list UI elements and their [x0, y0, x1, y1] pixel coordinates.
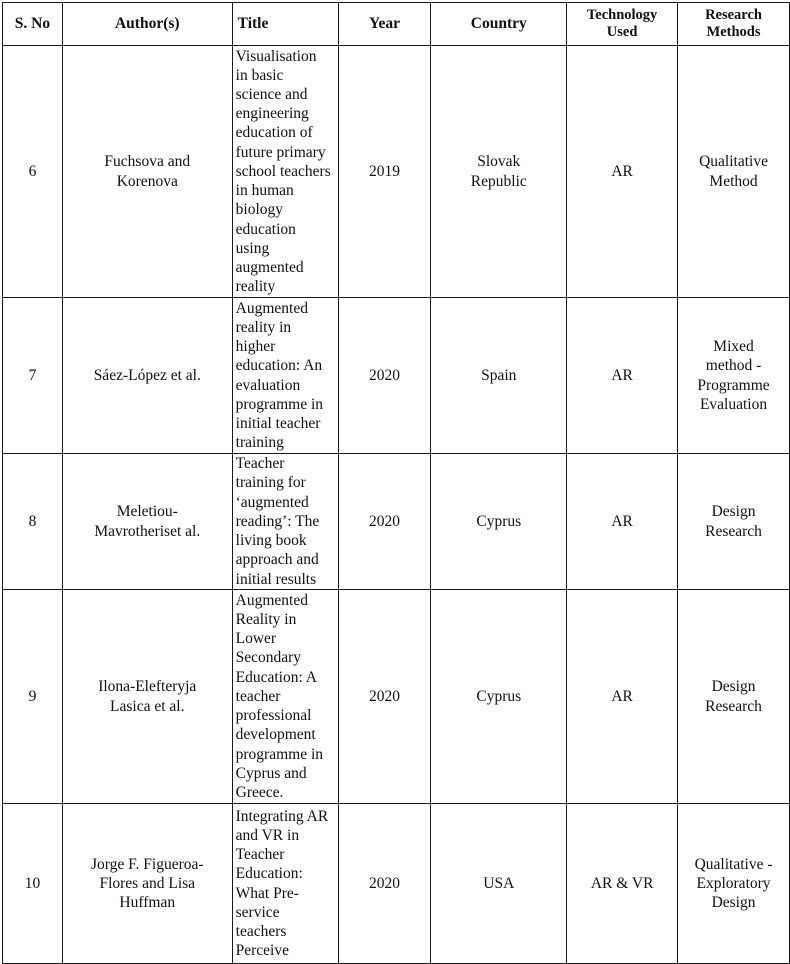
cell-title: Augmented Reality in Lower Secondary Education: A teacher professional development programme in Cyprus and Greece.: [232, 590, 338, 804]
cell-year: 2020: [338, 454, 431, 590]
header-year: Year: [338, 3, 431, 46]
cell-methods: Design Research: [678, 454, 790, 590]
cell-country: Slovak Republic: [431, 46, 567, 298]
cell-country: Spain: [431, 298, 567, 454]
cell-sno: 9: [3, 590, 63, 804]
cell-year: 2020: [338, 804, 431, 964]
cell-methods: Qualitative Method: [678, 46, 790, 298]
cell-technology: AR: [567, 454, 678, 590]
header-sno: S. No: [3, 3, 63, 46]
cell-sno: 10: [3, 804, 63, 964]
table-row: [3, 804, 790, 964]
cell-authors: Ilona-Elefteryja Lasica et al.: [62, 590, 232, 804]
header-methods: Research Methods: [678, 3, 790, 46]
cell-country: Cyprus: [431, 454, 567, 590]
cell-sno: 6: [3, 46, 63, 298]
table-row: [3, 454, 790, 590]
header-technology: Technology Used: [567, 3, 678, 46]
table-row: [3, 298, 790, 454]
cell-year: 2020: [338, 590, 431, 804]
cell-country: Cyprus: [431, 590, 567, 804]
cell-methods: Qualitative - Exploratory Design: [678, 804, 790, 964]
header-country: Country: [431, 3, 567, 46]
header-authors: Author(s): [62, 3, 232, 46]
cell-technology: AR: [567, 298, 678, 454]
literature-table: [2, 2, 790, 964]
cell-year: 2019: [338, 46, 431, 298]
cell-methods: Design Research: [678, 590, 790, 804]
cell-technology: AR & VR: [567, 804, 678, 964]
cell-authors: Jorge F. Figueroa- Flores and Lisa Huffman: [62, 804, 232, 964]
header-row: [3, 3, 790, 46]
cell-authors: Sáez-López et al.: [62, 298, 232, 454]
cell-technology: AR: [567, 46, 678, 298]
cell-title: Augmented reality in higher education: An evaluation programme in initial teacher training: [232, 298, 338, 454]
cell-authors: Meletiou- Mavrotheriset al.: [62, 454, 232, 590]
header-title: Title: [232, 3, 338, 46]
cell-year: 2020: [338, 298, 431, 454]
table-row: [3, 46, 790, 298]
table-row: [3, 590, 790, 804]
cell-title: Integrating AR and VR in Teacher Education: What Pre- service teachers Perceive: [232, 804, 338, 964]
cell-title: Visualisation in basic science and engineering education of future primary school teachers in human biology education using augmented reality: [232, 46, 338, 298]
cell-authors: Fuchsova and Korenova: [62, 46, 232, 298]
cell-title: Teacher training for ‘augmented reading’: The living book approach and initial results: [232, 454, 338, 590]
cell-sno: 7: [3, 298, 63, 454]
cell-methods: Mixed method - Programme Evaluation: [678, 298, 790, 454]
cell-technology: AR: [567, 590, 678, 804]
cell-country: USA: [431, 804, 567, 964]
cell-sno: 8: [3, 454, 63, 590]
